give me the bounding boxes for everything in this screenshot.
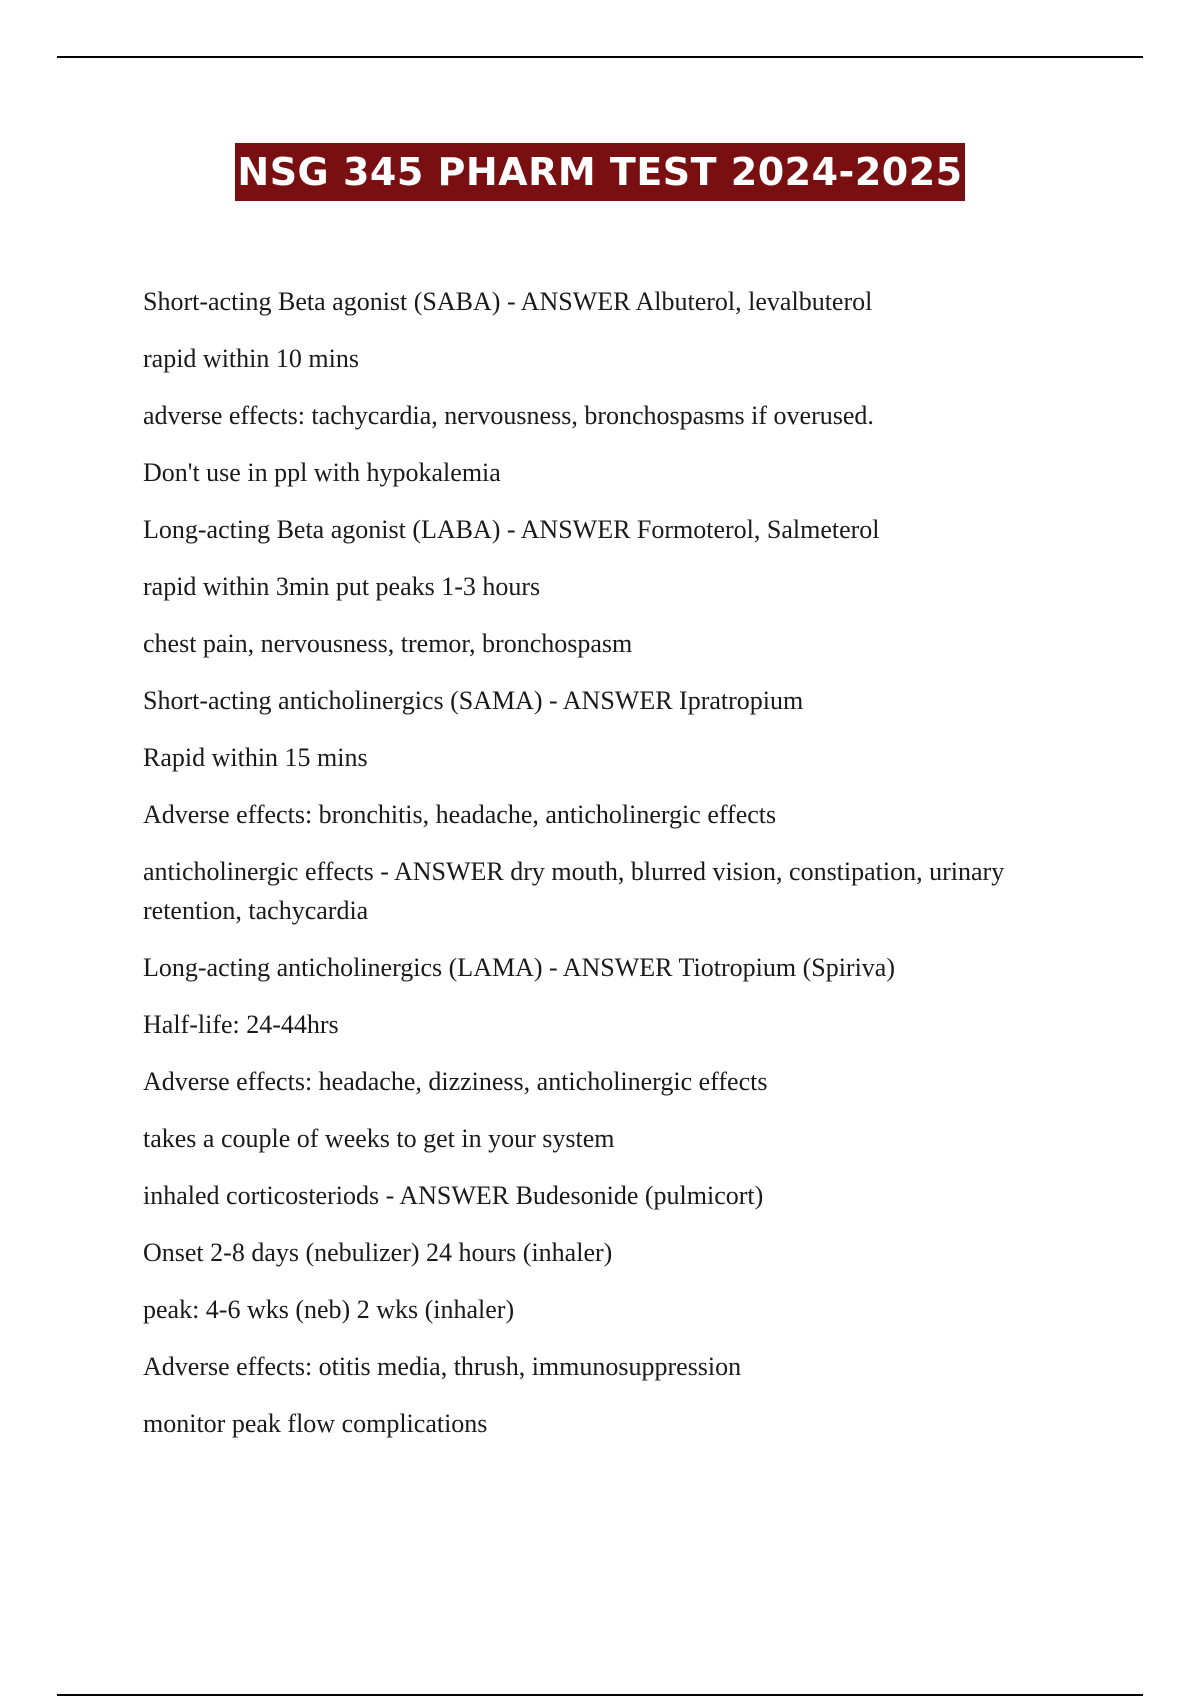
text-line: peak: 4-6 wks (neb) 2 wks (inhaler) [143,1295,515,1324]
title-container [0,143,1200,201]
text-line: inhaled corticosteriods - ANSWER Budesonide (pulmicort) [143,1181,764,1210]
text-line: Long-acting anticholinergics (LAMA) - ANSWER Tiotropium (Spiriva) [143,953,895,982]
text-line: rapid within 3min put peaks 1-3 hours [143,572,541,601]
text-line: Adverse effects: bronchitis, headache, anticholinergic effects [143,800,777,829]
text-line: Onset 2-8 days (nebulizer) 24 hours (inhaler) [143,1238,613,1267]
text-line: chest pain, nervousness, tremor, bronchospasm [143,629,633,658]
text-line: Adverse effects: otitis media, thrush, immunosuppression [143,1352,742,1381]
text-line: adverse effects: tachycardia, nervousness, bronchospasms if overused. [143,401,874,430]
text-line: Adverse effects: headache, dizziness, anticholinergic effects [143,1067,768,1096]
bottom-divider [57,1694,1143,1696]
text-line: monitor peak flow complications [143,1409,488,1438]
text-line: Half-life: 24-44hrs [143,1010,339,1039]
text-line: anticholinergic effects - ANSWER dry mouth, blurred vision, constipation, urinary retention, tachycardia [143,857,1005,925]
text-line: Rapid within 15 mins [143,743,368,772]
text-line: Short-acting Beta agonist (SABA) - ANSWER Albuterol, levalbuterol [143,287,873,316]
top-divider [57,56,1143,58]
document-body [143,282,1103,1461]
text-line: Short-acting anticholinergics (SAMA) - ANSWER Ipratropium [143,686,804,715]
document-title: NSG 345 PHARM TEST 2024-2025 [235,143,964,201]
text-line: rapid within 10 mins [143,344,359,373]
text-line: takes a couple of weeks to get in your system [143,1124,615,1153]
text-line: Don't use in ppl with hypokalemia [143,458,501,487]
text-line: Long-acting Beta agonist (LABA) - ANSWER Formoterol, Salmeterol [143,515,880,544]
